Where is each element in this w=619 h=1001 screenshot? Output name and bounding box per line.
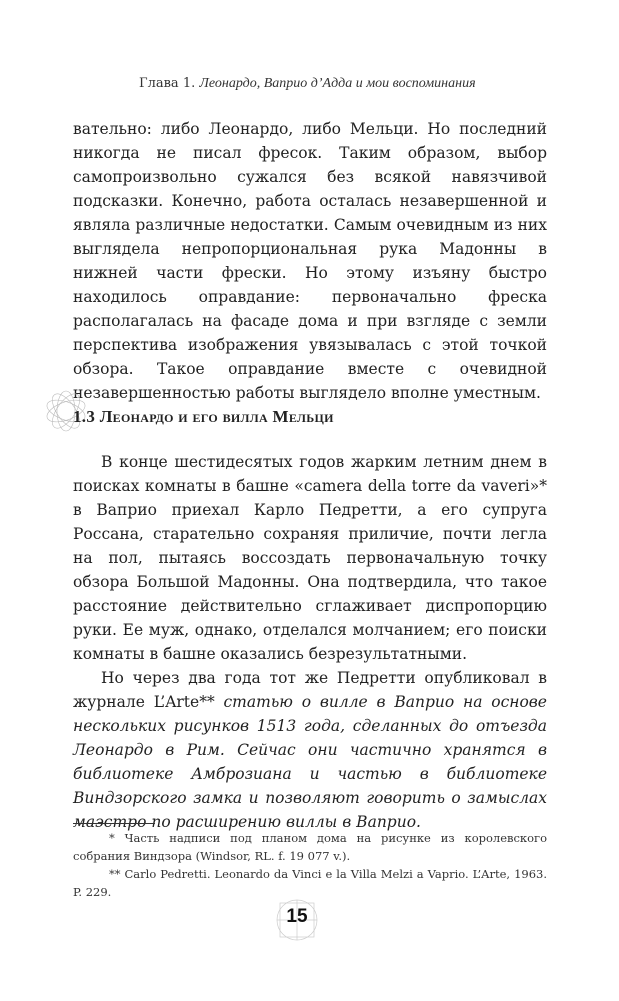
section-title: Леонардо и его вилла Мельци — [99, 407, 334, 426]
body-text-bottom — [73, 450, 547, 834]
footnote-1: * Часть надписи под планом дома на рисунке из королевского собрания Виндзора (Windsor, RL. f. 19 077 v.). — [73, 831, 547, 863]
body-text-top — [73, 117, 547, 405]
paragraph: В конце шестидесятых годов жарким летним днем в поисках комнаты в башне «camera della torre da vaveri»* в Ваприо приехал Карло Педретти, а его супруга Россана, старательно сохраняя приличие, почти легла на пол, пытаясь воссоздать первоначальную точку обзора Большой Мадонны. Она подтвердила, что такое расстояние действительно сглаживает диспропорцию руки. Ее муж, однако, отделался молчанием; его поиски комнаты в башне оказались безрезультатными. — [73, 453, 547, 663]
journal-name: L’Arte** — [153, 693, 215, 711]
page-number-text: 15 — [286, 906, 308, 927]
page-number — [275, 898, 319, 942]
running-head — [139, 76, 476, 92]
section-number: 1.3 — [73, 407, 96, 426]
footnotes — [73, 829, 547, 901]
section-heading — [73, 407, 334, 427]
paragraph: вательно: либо Леонардо, либо Мельци. Но последний никогда не писал фресок. Таким образом, выбор самопроизвольно сужался без всякой навязчивой подсказки. Конечно, работа осталась незавершенной и являла различные недостатки. Самым очевидным из них выглядела непропорциональная рука Мадонны в нижней части фрески. Но этому изъяну быстро находилось оправдание: первоначально фреска располагалась на фасаде дома и при взгляде с земли перспектива изображения увязывалась с этой точкой обзора. Такое оправдание вместе с очевидной незавершенностью работы выглядело вполне уместным. — [73, 120, 547, 402]
footnote-rule — [73, 823, 155, 824]
paragraph-start: Но через два года тот же Педретти опубликовал в журнале — [73, 669, 547, 711]
running-head-chapter: Глава 1. — [139, 76, 196, 91]
paragraph — [73, 666, 547, 834]
paragraph-italic: статью о вилле в Ваприо на основе нескольких рисунков 1513 года, сделанных до отъезда Леонардо в Рим. Сейчас они частично хранятся в библиотеке Амброзиана и частью в библиотеке Виндзорского замка и позволяют говорить о замыслах маэстро по расширению виллы в Ваприо. — [73, 693, 547, 831]
running-head-subtitle: Леонардо, Ваприо д’Адда и мои воспоминания — [199, 76, 476, 91]
footnote-2: ** Carlo Pedretti. Leonardo da Vinci e la Villa Melzi a Vaprio. L’Arte, 1963. P. 229. — [73, 867, 547, 899]
